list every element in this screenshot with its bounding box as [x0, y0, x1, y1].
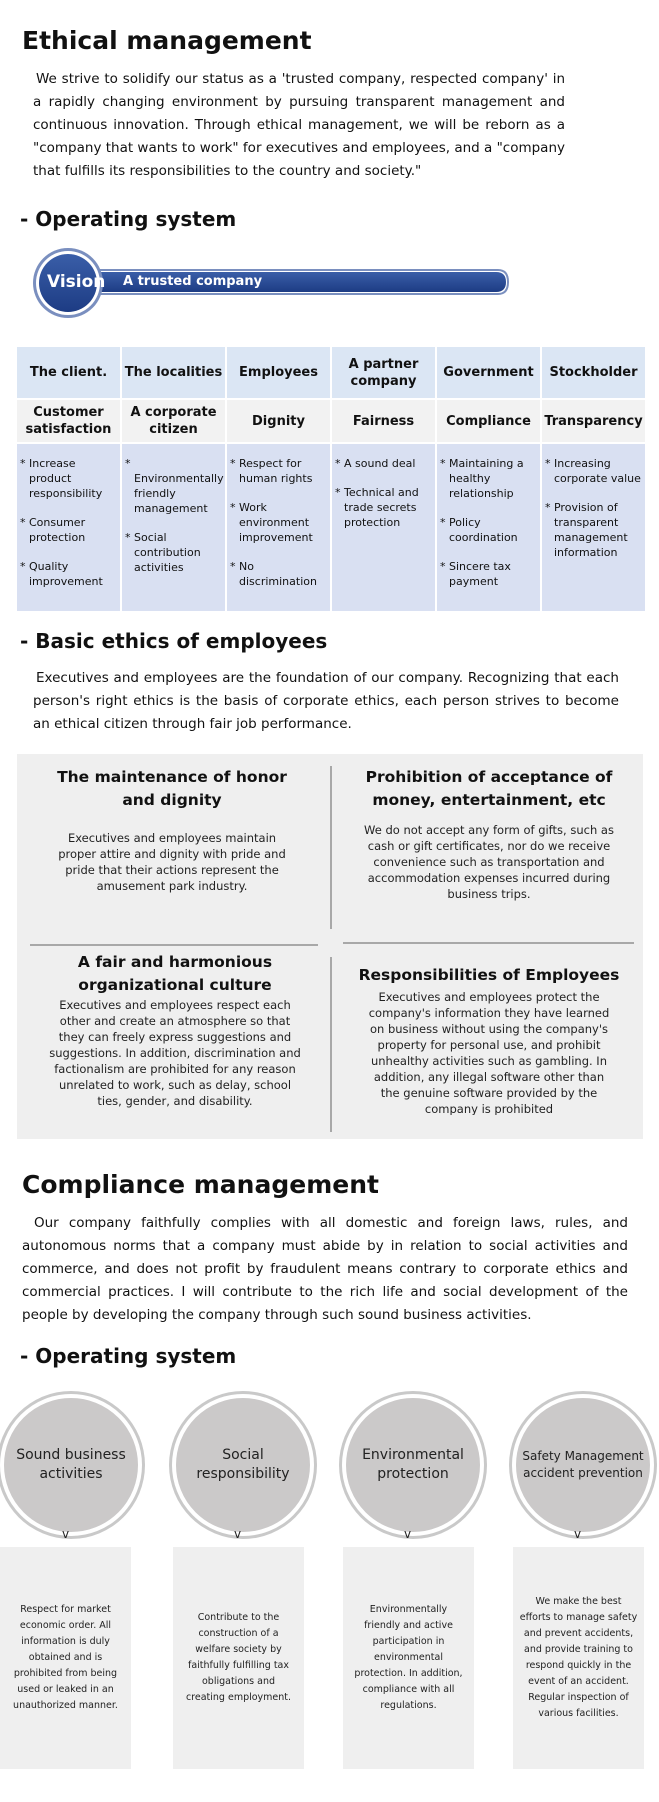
stakeholder-items [542, 444, 645, 611]
stakeholder-name: The localities [122, 347, 225, 398]
stakeholder-items [17, 444, 120, 611]
vision-label: Vision [47, 272, 106, 292]
stakeholder-item: * A sound deal [335, 457, 416, 470]
stakeholder-value: Compliance [437, 400, 540, 442]
chevron-down-icon: v [62, 1527, 70, 1541]
stakeholder-value: Customer satisfaction [17, 400, 120, 442]
chevron-down-icon: v [574, 1527, 582, 1541]
vision-bar [30, 248, 516, 320]
stakeholder-name: Employees [227, 347, 330, 398]
divider [330, 957, 332, 1132]
stakeholder-item: * Environmentally friendly management [125, 457, 224, 515]
stakeholder-value: A corporate citizen [122, 400, 225, 442]
ethical-intro: We strive to solidify our status as a 'trusted company, respected company' in a rapidly changing environment by pursuing transparent management and continuous innovation. Through ethical management, we will be reborn as a "company that wants to work" for executives and employees, and a "company that fulfills its responsibilities to the country and society." [33, 71, 565, 179]
pillar-description [513, 1547, 644, 1769]
basic-ethics-box [17, 754, 643, 1139]
ethics-cell-responsibilities [353, 964, 625, 1115]
stakeholder-item: * Respect for human rights [230, 457, 313, 485]
stakeholder-item: * Increasing corporate value [545, 457, 641, 485]
stakeholder-item: * Quality improvement [20, 560, 103, 588]
stakeholder-item: * Consumer protection [20, 516, 86, 544]
ethics-cell-gifts [353, 766, 625, 902]
stakeholder-name: Stockholder [542, 347, 645, 398]
ethics-cell-title: The maintenance of honor and dignity [57, 768, 287, 809]
stakeholder-item: * Sincere tax payment [440, 560, 511, 588]
ethics-cell-title: Prohibition of acceptance of money, entertainment, etc [365, 768, 613, 809]
pillar-circle: Social responsibility [172, 1394, 314, 1536]
ethics-cell-culture [47, 951, 303, 1109]
ethics-cell-text: We do not accept any form of gifts, such as cash or gift certificates, nor do we receive convenience such as transportation and accommodation expenses incurred during business trips. [364, 823, 614, 901]
pillar-description [343, 1547, 474, 1769]
stakeholder-name: Government [437, 347, 540, 398]
basic-ethics-heading: - Basic ethics of employees [20, 629, 328, 653]
stakeholder-item: * No discrimination [230, 560, 317, 588]
compliance-intro: Our company faithfully complies with all domestic and foreign laws, rules, and autonomous norms that a company must abide by in relation to social activities and commerce, and does not profit by fraudulent means contrary to corporate ethics and commercial practices. I will contribute to the rich life and social development of the people by developing the company through such sound business activities. [22, 1215, 628, 1323]
stakeholder-items [122, 444, 225, 611]
stakeholder-items [332, 444, 435, 611]
compliance-management-title: Compliance management [22, 1170, 379, 1199]
stakeholder-item: * Provision of transparent management information [545, 501, 628, 559]
stakeholder-item: * Policy coordination [440, 516, 518, 544]
stakeholder-item: * Technical and trade secrets protection [335, 486, 419, 529]
stakeholder-items [227, 444, 330, 611]
stakeholder-value: Transparency [542, 400, 645, 442]
pillar-description-text: Environmentally friendly and active participation in environmental protection. In addition, compliance with all regulations. [354, 1604, 463, 1711]
compliance-operating-heading: - Operating system [20, 1344, 237, 1368]
divider [330, 766, 332, 929]
stakeholder-name: A partner company [332, 347, 435, 398]
basic-ethics-intro: Executives and employees are the foundation of our company. Recognizing that each person's right ethics is the basis of corporate ethics, each person strives to become an ethical citizen through fair job performance. [33, 670, 619, 732]
pillar-description [0, 1547, 131, 1769]
chevron-down-icon: v [404, 1527, 412, 1541]
chevron-down-icon: v [234, 1527, 242, 1541]
ethics-cell-honor [47, 766, 297, 894]
pillar-circle: Sound business activities [0, 1394, 142, 1536]
stakeholder-item: * Increase product responsibility [20, 457, 103, 500]
vision-statement: A trusted company [123, 274, 263, 289]
stakeholder-items [437, 444, 540, 611]
pillar-description-text: Contribute to the construction of a welfare society by faithfully fulfilling tax obligations and creating employment. [185, 1612, 292, 1703]
stakeholder-item: * Maintaining a healthy relationship [440, 457, 524, 500]
stakeholder-item: * Work environment improvement [230, 501, 313, 544]
pillar-circle: Safety Management accident prevention [512, 1394, 654, 1536]
divider [30, 944, 318, 946]
ethics-cell-title: Responsibilities of Employees [358, 966, 620, 984]
ethical-management-title: Ethical management [22, 26, 312, 55]
ethics-cell-text: Executives and employees maintain proper attire and dignity with pride and pride that their actions represent the amusement park industry. [58, 831, 286, 893]
divider [343, 942, 634, 944]
ethics-cell-title: A fair and harmonious organizational culture [77, 953, 273, 994]
stakeholder-value: Dignity [227, 400, 330, 442]
stakeholder-name: The client. [17, 347, 120, 398]
stakeholder-item: * Social contribution activities [125, 531, 201, 574]
pillar-description-text: We make the best efforts to manage safety and prevent accidents, and provide training to respond quickly in the event of an accident. Regular inspection of various facilities. [519, 1596, 638, 1719]
pillar-circle: Environmental protection [342, 1394, 484, 1536]
stakeholder-value: Fairness [332, 400, 435, 442]
pillar-description [173, 1547, 304, 1769]
operating-system-heading: - Operating system [20, 207, 237, 231]
ethics-cell-text: Executives and employees respect each other and create an atmosphere so that they can freely express suggestions and suggestions. In addition, discrimination and factionalism are prohibited for any reason unrelated to work, such as delay, school ties, gender, and disability. [49, 998, 301, 1108]
pillar-description-text: Respect for market economic order. All information is duly obtained and is prohibited from being used or leaked in an unauthorized manner. [13, 1604, 118, 1711]
ethics-cell-text: Executives and employees protect the company's information they have learned on business without using the company's property for personal use, and prohibit unhealthy activities such as gambling. In addition, any illegal software other than the genuine software provided by the company is prohibited [368, 990, 610, 1115]
